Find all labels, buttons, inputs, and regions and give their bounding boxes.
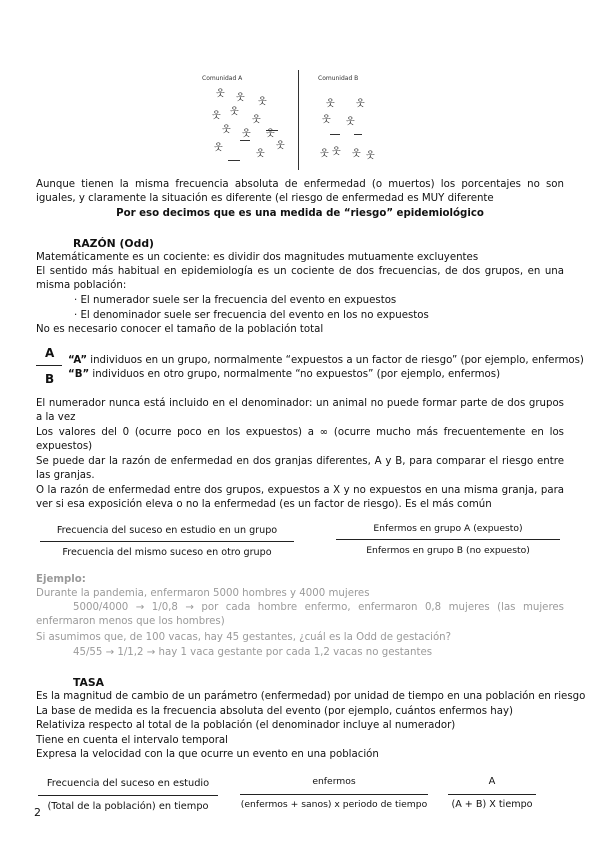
fallen-person-icon	[330, 134, 340, 135]
razon-p7: O la razón de enfermedad entre dos grupos, expuestos a X y no expuestos en una misma granja, para ver si esa exposición eleva o no la enfermedad (es un factor de riesgo). Es el más común	[36, 485, 564, 511]
community-figure	[196, 68, 376, 173]
ejemplo-heading: Ejemplo:	[36, 574, 86, 585]
b-definition	[68, 368, 500, 382]
fraction-b: B	[45, 372, 55, 386]
fraction-a: A	[45, 346, 55, 360]
person-icon: 웃	[212, 111, 221, 121]
tasa-l2: La base de medida es la frecuencia absoluta del evento (por ejemplo, cuántos enfermos hay)	[36, 706, 513, 717]
page-number: 2	[34, 806, 41, 819]
person-icon: 웃	[276, 141, 285, 151]
risk-statement: Por eso decimos que es una medida de “riesgo” epidemiológico	[116, 208, 484, 219]
rate-formula-2-bar	[240, 794, 428, 795]
person-icon: 웃	[352, 149, 361, 159]
razon-p4: El numerador nunca está incluido en el denominador: un animal no puede formar parte de dos grupos a la vez	[36, 398, 564, 424]
fallen-person-icon	[240, 140, 250, 141]
person-icon: 웃	[320, 149, 329, 159]
fraction-bar	[36, 365, 62, 366]
ratio-formula-1-denominator: Frecuencia del mismo suceso en otro grupo	[62, 547, 272, 558]
tasa-l3: Relativiza respecto al total de la población (el denominador incluye al numerador)	[36, 720, 456, 731]
ratio-formula-1-bar	[40, 541, 294, 542]
rate-formula-2-denominator: (enfermos + sanos) x periodo de tiempo	[240, 799, 428, 810]
person-icon: 웃	[252, 115, 261, 125]
razon-p3: No es necesario conocer el tamaño de la población total	[36, 324, 324, 335]
person-icon: 웃	[216, 89, 225, 99]
a-label: “A”	[68, 355, 88, 366]
rate-formula-1-bar	[38, 795, 218, 796]
rate-formula-1-denominator: (Total de la población) en tiempo	[47, 801, 209, 812]
a-definition	[68, 354, 584, 368]
razon-p6: Se puede dar la razón de enfermedad en dos granjas diferentes, A y B, para comparar el riesgo entre las granjas.	[36, 456, 564, 482]
community-b-label: Comunidad B	[318, 75, 359, 82]
razon-bullet-2: · El denominador suele ser frecuencia del evento en los no expuestos	[74, 310, 429, 321]
tasa-heading: TASA	[73, 676, 105, 689]
person-icon: 웃	[332, 147, 341, 157]
rate-formula-1-numerator: Frecuencia del suceso en estudio	[46, 778, 210, 789]
b-label: “B”	[68, 369, 90, 380]
ratio-formula-2-denominator: Enfermos en grupo B (no expuesto)	[366, 545, 530, 556]
a-text: individuos en un grupo, normalmente “expuestos a un factor de riesgo” (por ejemplo, enfermos)	[87, 355, 584, 366]
ejemplo-l4: 45/55 → 1/1,2 → hay 1 vaca gestante por cada 1,2 vacas no gestantes	[73, 647, 433, 658]
b-text: individuos en otro grupo, normalmente “no expuestos” (por ejemplo, enfermos)	[89, 369, 501, 380]
person-icon: 웃	[242, 129, 251, 139]
person-icon: 웃	[258, 97, 267, 107]
person-icon: 웃	[326, 99, 335, 109]
ejemplo-l3: Si asumimos que, de 100 vacas, hay 45 gestantes, ¿cuál es la Odd de gestación?	[36, 632, 452, 643]
person-icon: 웃	[356, 99, 365, 109]
fallen-person-icon	[228, 160, 240, 161]
person-icon: 웃	[236, 93, 245, 103]
ejemplo-l1: Durante la pandemia, enfermaron 5000 hombres y 4000 mujeres	[36, 588, 370, 599]
razon-p1: Matemáticamente es un cociente: es dividir dos magnitudes mutuamente excluyentes	[36, 252, 479, 263]
intro-paragraph: Aunque tienen la misma frecuencia absoluta de enfermedad (o muertos) los porcentajes no son iguales, y claramente la situación es diferente (el riesgo de enfermedad es MUY diferente	[36, 179, 564, 205]
person-icon: 웃	[366, 151, 375, 161]
person-icon: 웃	[346, 117, 355, 127]
person-icon: 웃	[256, 149, 265, 159]
razon-p2: El sentido más habitual en epidemiología es un cociente de dos frecuencias, de dos grupos, en una misma población:	[36, 266, 564, 292]
person-icon: 웃	[322, 115, 331, 125]
razon-heading: RAZÓN (Odd)	[73, 237, 154, 250]
tasa-l4: Tiene en cuenta el intervalo temporal	[36, 735, 228, 746]
ejemplo-l2: 5000/4000 → 1/0,8 → por cada hombre enfermo, enfermaron 0,8 mujeres (las mujeres enfermaron menos que los hombres)	[36, 602, 564, 628]
razon-bullet-1: · El numerador suele ser la frecuencia del evento en expuestos	[74, 295, 397, 306]
person-icon: 웃	[222, 125, 231, 135]
fallen-person-icon	[354, 134, 362, 135]
person-icon: 웃	[230, 107, 239, 117]
ratio-formula-2-numerator: Enfermos en grupo A (expuesto)	[373, 523, 523, 534]
rate-formula-3-denominator: (A + B) X tiempo	[451, 799, 533, 810]
razon-p5: Los valores del 0 (ocurre poco en los expuestos) a ∞ (ocurre mucho más frecuentemente en los expuestos)	[36, 427, 564, 453]
rate-formula-2-numerator: enfermos	[312, 776, 356, 787]
divider-line	[298, 70, 299, 170]
community-a-label: Comunidad A	[202, 75, 243, 82]
rate-formula-3-numerator: A	[488, 776, 496, 787]
person-icon: 웃	[214, 143, 223, 153]
ratio-formula-1-numerator: Frecuencia del suceso en estudio en un grupo	[56, 525, 278, 536]
fallen-person-icon	[266, 130, 278, 131]
ratio-formula-2-bar	[336, 539, 560, 540]
rate-formula-3-bar	[448, 794, 536, 795]
tasa-l5: Expresa la velocidad con la que ocurre un evento en una población	[36, 749, 379, 760]
tasa-l1: Es la magnitud de cambio de un parámetro (enfermedad) por unidad de tiempo en una población en riesgo	[36, 691, 586, 702]
person-icon: 웃	[266, 129, 275, 139]
